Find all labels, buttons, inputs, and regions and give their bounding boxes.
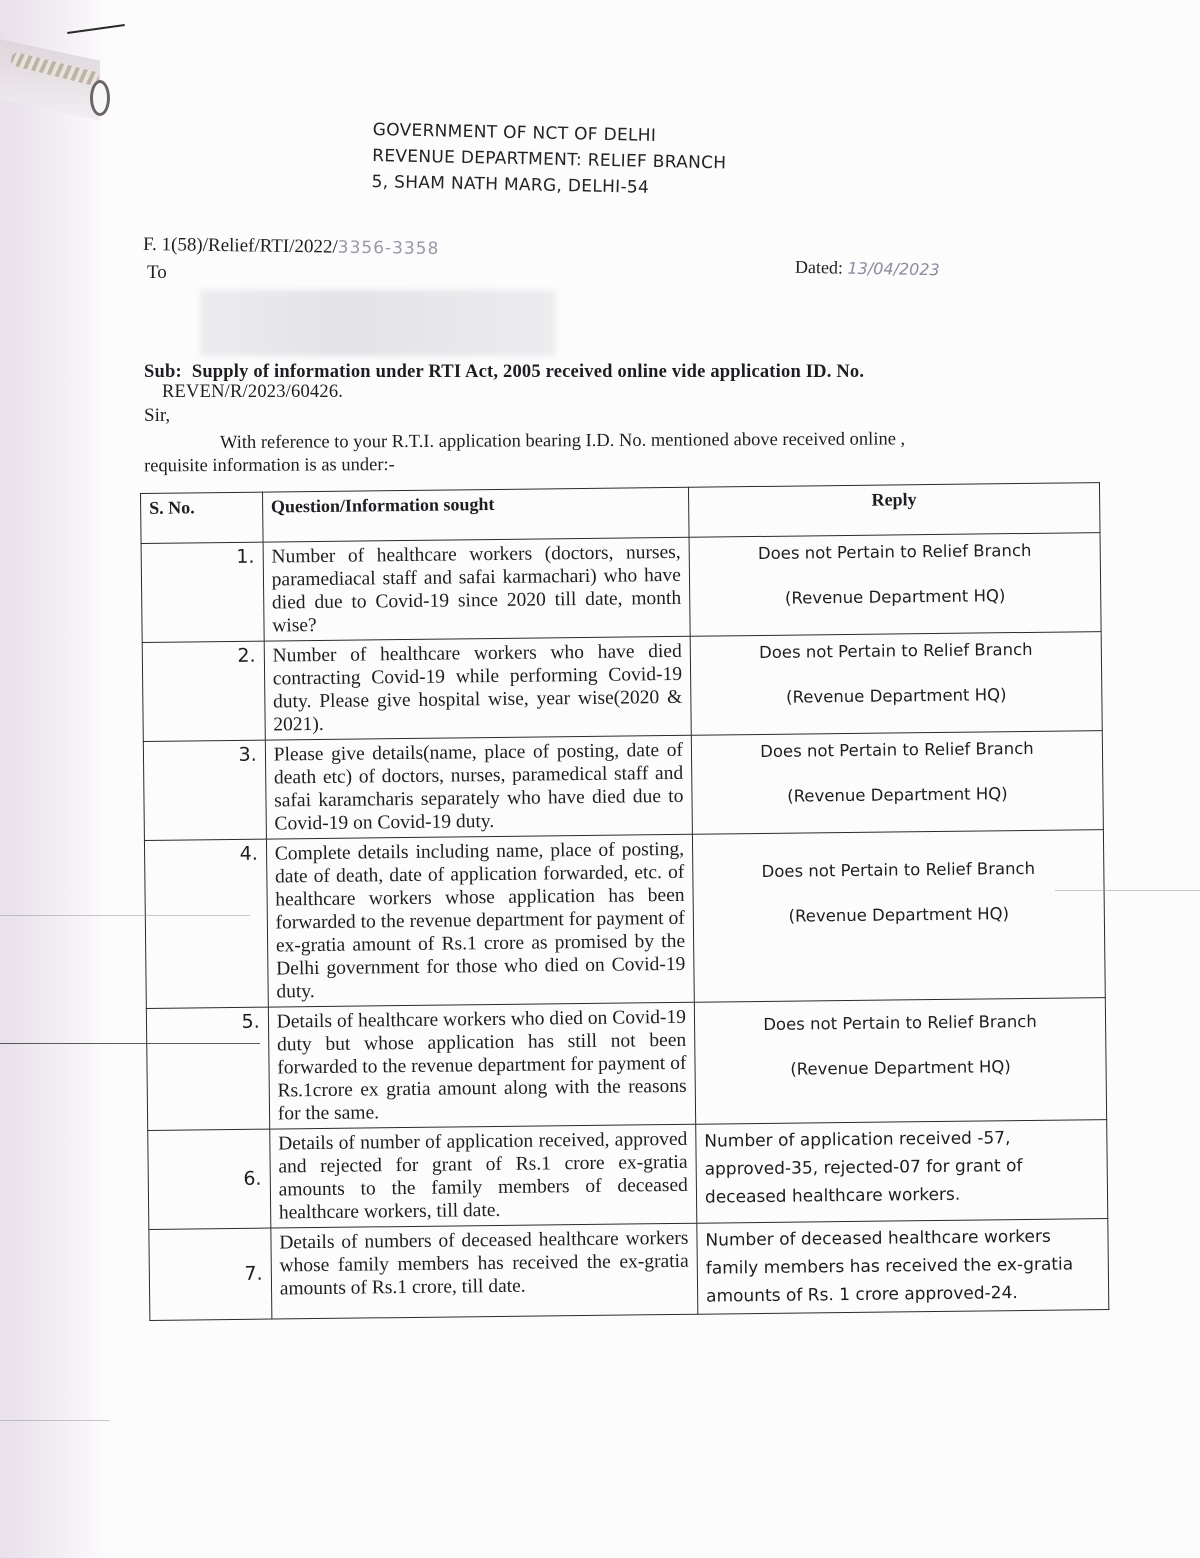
reply-line-1: Does not Pertain to Relief Branch	[758, 639, 1033, 662]
row-sno: 7.	[149, 1228, 272, 1320]
row-sno: 6.	[148, 1129, 271, 1229]
file-reference	[143, 234, 440, 260]
reply-line-2: (Revenue Department HQ)	[785, 685, 1007, 707]
scan-artifact-line	[0, 915, 250, 916]
letterhead-government: GOVERNMENT OF NCT OF DELHI	[372, 119, 657, 146]
row-reply	[691, 731, 1103, 835]
row-question: Complete details including name, place of posting, date of death, date of application forwarded, etc. of healthcare workers whose application has been forwarded to the revenue department for payment of ex-gratia amount of Rs.1 crore as promised by the Delhi government for those who died on Covid-19 duty.	[266, 834, 694, 1007]
reply-line-1: Does not Pertain to Relief Branch	[760, 738, 1034, 761]
application-id: REVEN/R/2023/60426.	[162, 382, 344, 402]
reply-line-2: (Revenue Department HQ)	[790, 1057, 1011, 1079]
table-row	[149, 1219, 1109, 1321]
subject-text: Supply of information under RTI Act, 2005 received online vide application ID. No.	[191, 362, 865, 382]
row-reply	[692, 830, 1105, 1003]
row-sno: 5.	[146, 1007, 269, 1130]
row-reply	[689, 533, 1101, 637]
reply-line-1: Does not Pertain to Relief Branch	[757, 540, 1032, 563]
letterhead	[371, 117, 727, 202]
reply-line-2: (Revenue Department HQ)	[788, 903, 1010, 926]
row-reply	[690, 632, 1102, 736]
table-row	[143, 731, 1103, 841]
page-edge-shadow	[0, 0, 110, 1558]
row-question: Number of healthcare workers who have died contracting Covid-19 while performing Covid-19 duty. Please give hospital wise, year wise(2020 & 2021).	[264, 636, 691, 740]
header-reply: Reply	[688, 483, 1100, 538]
dated-field	[795, 257, 940, 281]
reply-line-1: Does not Pertain to Relief Branch	[761, 858, 1036, 881]
row-sno: 4.	[144, 839, 268, 1008]
rti-reply-table	[140, 482, 1109, 1321]
row-reply	[694, 998, 1106, 1125]
scan-artifact-line	[0, 1420, 110, 1421]
row-reply: Number of application received -57, approved-35, rejected-07 for grant of deceased healthcare workers.	[696, 1120, 1108, 1224]
row-question: Details of number of application received, approved and rejected for grant of Rs.1 crore ex-gratia amounts to the family members of deceased healthcare workers, till date.	[269, 1124, 696, 1228]
eyelet-ring-icon	[90, 80, 110, 116]
salutation: Sir,	[144, 405, 171, 426]
row-question: Details of numbers of deceased healthcare workers whose family members has received the ex-gratia amounts of Rs.1 crore, till date.	[271, 1223, 698, 1319]
row-sno: 1.	[141, 542, 264, 642]
table-row	[148, 1120, 1108, 1230]
header-question: Question/Information sought	[262, 487, 689, 542]
table-row	[146, 998, 1106, 1131]
scan-artifact-line	[1055, 890, 1200, 891]
letterhead-address: 5, SHAM NATH MARG, DELHI-54	[371, 171, 650, 198]
table-row	[142, 632, 1102, 742]
file-number: F. 1(58)/Relief/RTI/2022/	[142, 233, 338, 258]
subject	[144, 362, 1049, 402]
table-row	[141, 533, 1101, 643]
row-question: Number of healthcare workers (doctors, nurses, paramediacal staff and safai karmachari) who have died due to Covid-19 since 2020 till date, month wise?	[263, 537, 690, 641]
reply-line-1: Does not Pertain to Relief Branch	[763, 1011, 1037, 1034]
reply-line-2: (Revenue Department HQ)	[787, 784, 1008, 806]
intro-line-1: With reference to your R.T.I. application bearing I.D. No. mentioned above received online ,	[219, 429, 906, 453]
dated-label: Dated:	[794, 256, 844, 278]
row-reply: Number of deceased healthcare workers family members has received the ex-gratia amounts of Rs. 1 crore approved-24.	[697, 1219, 1109, 1315]
intro-line-2: requisite information is as under:-	[144, 455, 395, 477]
intro-paragraph	[144, 428, 1054, 479]
subject-label: Sub:	[144, 362, 182, 382]
letterhead-department: REVENUE DEPARTMENT: RELIEF BRANCH	[371, 145, 727, 174]
row-question: Please give details(name, place of posting, date of death etc) of doctors, nurses, paramedical staff and safai karamcharis separately who have died due to Covid-19 on Covid-19 duty.	[265, 735, 692, 839]
reply-line-2: (Revenue Department HQ)	[784, 586, 1006, 608]
table-row	[144, 830, 1105, 1009]
row-question: Details of healthcare workers who died on Covid-19 duty but whose application has still not been forwarded to the revenue department for payment of Rs.1crore ex gratia amount along with the reasons for the same.	[268, 1002, 696, 1129]
dispatch-number: 3356-3358	[337, 237, 440, 260]
date-value: 13/04/2023	[847, 258, 940, 280]
header-sno: S. No.	[141, 492, 263, 543]
redacted-recipient	[200, 290, 555, 356]
row-sno: 3.	[143, 740, 266, 840]
scan-artifact-line	[0, 1043, 260, 1044]
to-label: To	[147, 262, 167, 283]
row-sno: 2.	[142, 641, 265, 741]
